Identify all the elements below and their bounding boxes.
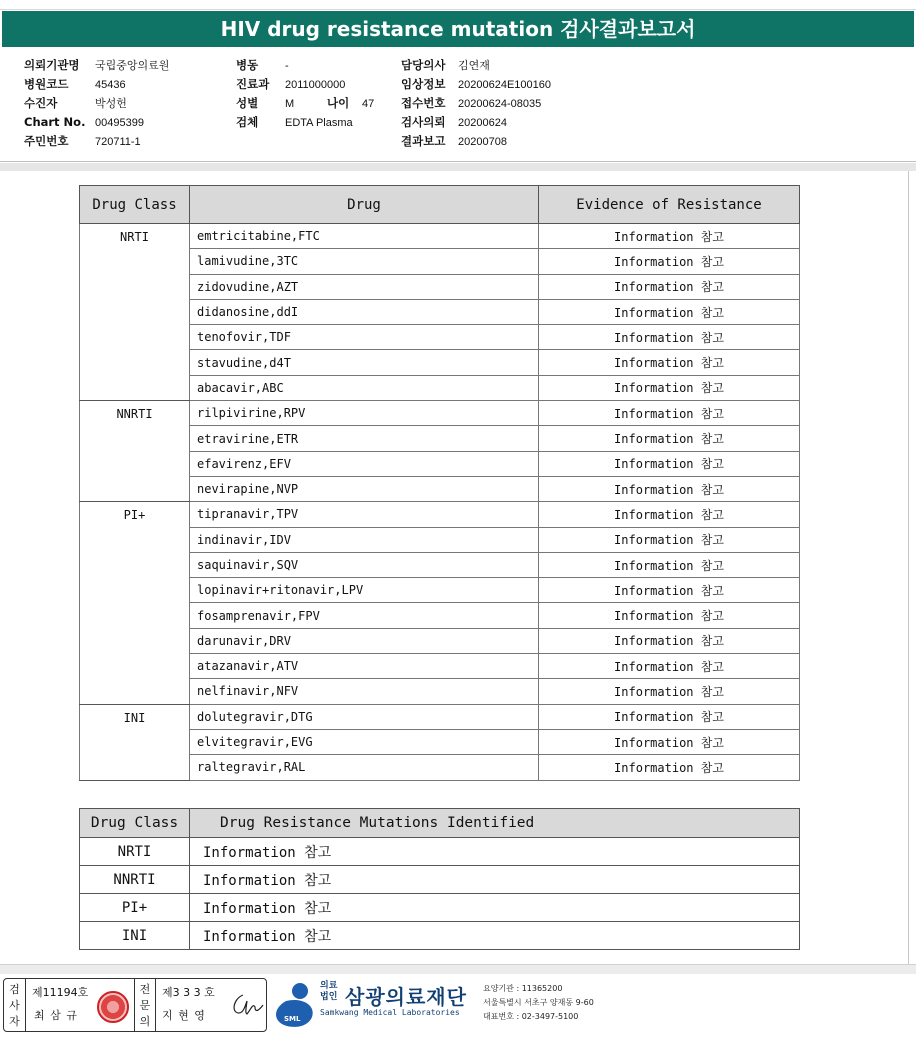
info-value: 00495399 bbox=[95, 117, 144, 129]
org-name-en: Samkwang Medical Laboratories bbox=[320, 1008, 460, 1017]
drug-class-cell: NRTI bbox=[80, 838, 190, 866]
org-details bbox=[483, 982, 594, 1024]
evidence-cell: Information 참고 bbox=[539, 654, 800, 679]
bottom-band bbox=[0, 964, 916, 974]
drug-class-cell: NRTI bbox=[80, 224, 190, 401]
table-row bbox=[80, 866, 800, 894]
info-row bbox=[401, 56, 551, 75]
drug-class-cell: NNRTI bbox=[80, 866, 190, 894]
info-value: 박성헌 bbox=[95, 98, 127, 110]
info-label: 의뢰기관명 bbox=[24, 58, 80, 72]
mutation-table-header bbox=[80, 809, 800, 838]
drug-class-cell: INI bbox=[80, 704, 190, 780]
evidence-cell: Information 참고 bbox=[539, 628, 800, 653]
evidence-cell: Information 참고 bbox=[539, 325, 800, 350]
patient-info-column-3 bbox=[401, 56, 551, 151]
table-row bbox=[80, 838, 800, 866]
info-label: 임상정보 bbox=[401, 77, 446, 91]
evidence-cell: Information 참고 bbox=[539, 603, 800, 628]
info-label: 성별 bbox=[236, 96, 259, 110]
info-row bbox=[236, 113, 374, 132]
info-row bbox=[24, 132, 169, 151]
drug-class-cell: NNRTI bbox=[80, 401, 190, 502]
drug-cell: fosamprenavir,FPV bbox=[190, 603, 539, 628]
evidence-cell: Information 참고 bbox=[539, 451, 800, 476]
drug-cell: raltegravir,RAL bbox=[190, 755, 539, 780]
table-row bbox=[80, 704, 800, 729]
mutations-cell: Information 참고 bbox=[190, 922, 800, 950]
official-seal-icon bbox=[97, 991, 129, 1023]
info-value: 20200708 bbox=[458, 136, 507, 148]
evidence-cell: Information 참고 bbox=[539, 552, 800, 577]
drug-cell: stavudine,d4T bbox=[190, 350, 539, 375]
info-label: 검사의뢰 bbox=[401, 115, 446, 129]
director-label: 전문의 bbox=[134, 979, 156, 1031]
drug-cell: darunavir,DRV bbox=[190, 628, 539, 653]
info-value: 2011000000 bbox=[285, 79, 346, 91]
header-mutations: Drug Resistance Mutations Identified bbox=[190, 809, 800, 838]
drug-cell: zidovudine,AZT bbox=[190, 274, 539, 299]
info-value: 김연재 bbox=[458, 60, 490, 72]
drug-cell: lamivudine,3TC bbox=[190, 249, 539, 274]
drug-cell: emtricitabine,FTC bbox=[190, 224, 539, 249]
info-label: 수진자 bbox=[24, 96, 58, 110]
header-drug: Drug bbox=[190, 186, 539, 224]
info-label: 담당의사 bbox=[401, 58, 446, 72]
mutation-table bbox=[79, 808, 800, 950]
info-value: 국립중앙의료원 bbox=[95, 60, 170, 72]
examiner-name: 최 삼 규 bbox=[34, 1009, 78, 1022]
director-name: 지 현 영 bbox=[162, 1009, 206, 1022]
info-label: 검체 bbox=[236, 115, 259, 129]
table-row bbox=[80, 502, 800, 527]
header-drug-class: Drug Class bbox=[80, 809, 190, 838]
mutations-cell: Information 참고 bbox=[190, 894, 800, 922]
evidence-cell: Information 참고 bbox=[539, 299, 800, 324]
evidence-cell: Information 참고 bbox=[539, 755, 800, 780]
info-row bbox=[24, 56, 169, 75]
info-row bbox=[401, 75, 551, 94]
info-value: 720711-1 bbox=[95, 136, 141, 148]
drug-class-cell: PI+ bbox=[80, 502, 190, 704]
info-value: 45436 bbox=[95, 79, 126, 91]
evidence-cell: Information 참고 bbox=[539, 704, 800, 729]
drug-class-cell: PI+ bbox=[80, 894, 190, 922]
evidence-cell: Information 참고 bbox=[539, 729, 800, 754]
patient-info-column-2 bbox=[236, 56, 374, 132]
table-row bbox=[80, 401, 800, 426]
drug-cell: didanosine,ddI bbox=[190, 299, 539, 324]
header-drug-class: Drug Class bbox=[80, 186, 190, 224]
signature-box bbox=[3, 978, 267, 1032]
evidence-cell: Information 참고 bbox=[539, 375, 800, 400]
evidence-cell: Information 참고 bbox=[539, 578, 800, 603]
mutations-cell: Information 참고 bbox=[190, 866, 800, 894]
table-row bbox=[80, 224, 800, 249]
drug-cell: elvitegravir,EVG bbox=[190, 729, 539, 754]
info-value: EDTA Plasma bbox=[285, 117, 353, 129]
footer bbox=[0, 975, 916, 1043]
sml-logo-icon bbox=[272, 979, 320, 1031]
org-name: 삼광의료재단 bbox=[345, 985, 467, 1009]
evidence-cell: Information 참고 bbox=[539, 401, 800, 426]
examiner-license: 제11194호 bbox=[32, 986, 89, 999]
sml-logo-text: SML bbox=[284, 1015, 301, 1023]
evidence-cell: Information 참고 bbox=[539, 679, 800, 704]
drug-cell: nelfinavir,NFV bbox=[190, 679, 539, 704]
mutations-cell: Information 참고 bbox=[190, 838, 800, 866]
resistance-table-header bbox=[80, 186, 800, 224]
evidence-cell: Information 참고 bbox=[539, 527, 800, 552]
drug-cell: nevirapine,NVP bbox=[190, 476, 539, 501]
info-row bbox=[401, 113, 551, 132]
org-code: 요양기관 : 11365200 bbox=[483, 984, 563, 993]
drug-cell: saquinavir,SQV bbox=[190, 552, 539, 577]
age-label: 나이 bbox=[327, 96, 350, 110]
org-address: 서울특별시 서초구 양재동 9-60 bbox=[483, 998, 594, 1007]
info-label: 접수번호 bbox=[401, 96, 446, 110]
drug-cell: tipranavir,TPV bbox=[190, 502, 539, 527]
info-label: 병동 bbox=[236, 58, 259, 72]
info-value: 20200624 bbox=[458, 117, 507, 129]
table-row bbox=[80, 894, 800, 922]
drug-cell: indinavir,IDV bbox=[190, 527, 539, 552]
info-label: 결과보고 bbox=[401, 134, 446, 148]
evidence-cell: Information 참고 bbox=[539, 274, 800, 299]
info-row bbox=[401, 132, 551, 151]
right-border bbox=[908, 171, 909, 964]
drug-cell: atazanavir,ATV bbox=[190, 654, 539, 679]
drug-cell: etravirine,ETR bbox=[190, 426, 539, 451]
evidence-cell: Information 참고 bbox=[539, 476, 800, 501]
org-prefix: 의료법인 bbox=[320, 981, 338, 1002]
divider-band bbox=[0, 163, 916, 171]
info-row bbox=[236, 75, 374, 94]
patient-info bbox=[0, 50, 916, 162]
info-value: - bbox=[285, 60, 289, 72]
top-rule bbox=[0, 0, 916, 10]
info-label: 주민번호 bbox=[24, 134, 69, 148]
info-row bbox=[236, 56, 374, 75]
evidence-cell: Information 참고 bbox=[539, 224, 800, 249]
header-evidence: Evidence of Resistance bbox=[539, 186, 800, 224]
patient-info-column-1 bbox=[24, 56, 169, 151]
table-row bbox=[80, 922, 800, 950]
drug-cell: lopinavir+ritonavir,LPV bbox=[190, 578, 539, 603]
info-row bbox=[24, 113, 169, 132]
info-value: 20200624-08035 bbox=[458, 98, 542, 110]
info-label: 진료과 bbox=[236, 77, 270, 91]
evidence-cell: Information 참고 bbox=[539, 350, 800, 375]
examiner-label: 검사자 bbox=[4, 979, 26, 1031]
info-row bbox=[24, 75, 169, 94]
info-row bbox=[24, 94, 169, 113]
signature-icon bbox=[229, 989, 265, 1019]
info-row bbox=[236, 94, 374, 113]
resistance-table bbox=[79, 185, 800, 781]
drug-cell: abacavir,ABC bbox=[190, 375, 539, 400]
evidence-cell: Information 참고 bbox=[539, 502, 800, 527]
evidence-cell: Information 참고 bbox=[539, 426, 800, 451]
info-label: Chart No. bbox=[24, 115, 86, 129]
drug-cell: dolutegravir,DTG bbox=[190, 704, 539, 729]
report-title: HIV drug resistance mutation 검사결과보고서 bbox=[2, 11, 914, 47]
info-label: 병원코드 bbox=[24, 77, 69, 91]
info-value: M bbox=[285, 98, 295, 110]
director-license: 제3 3 3 호 bbox=[162, 986, 215, 999]
drug-cell: tenofovir,TDF bbox=[190, 325, 539, 350]
info-value: 20200624E100160 bbox=[458, 79, 551, 91]
drug-cell: rilpivirine,RPV bbox=[190, 401, 539, 426]
drug-cell: efavirenz,EFV bbox=[190, 451, 539, 476]
org-phone: 대표번호 : 02-3497-5100 bbox=[483, 1012, 579, 1021]
info-row bbox=[401, 94, 551, 113]
evidence-cell: Information 참고 bbox=[539, 249, 800, 274]
age-value: 47 bbox=[362, 98, 375, 110]
drug-class-cell: INI bbox=[80, 922, 190, 950]
